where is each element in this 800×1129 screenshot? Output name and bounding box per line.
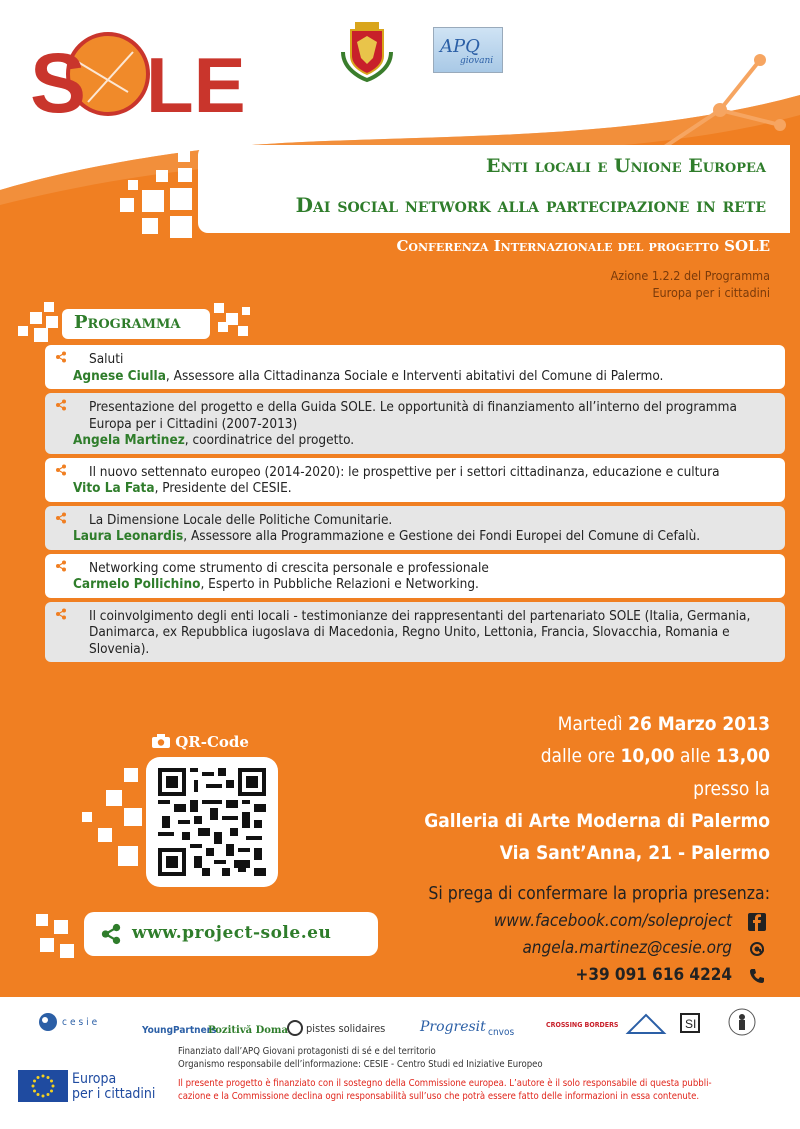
funding-line-2: Organismo responsabile dell’informazione: CESIE - Centro Studi ed Iniziative Europeo: [178, 1059, 543, 1070]
partner-person-logo: [722, 1007, 762, 1037]
agenda-item: [45, 345, 785, 389]
title-box: [198, 145, 790, 233]
partner-pozitiva: Pozitivă Doma: [208, 1025, 288, 1036]
apq-logo-text: APQ: [440, 36, 480, 57]
qr-label: [152, 733, 249, 751]
disclaimer: [178, 1077, 778, 1103]
cesie-logo-icon: [36, 1011, 60, 1033]
partner-pistes: pistes solidaires: [306, 1022, 386, 1035]
time-mid: alle: [674, 745, 716, 767]
agenda-speaker: Laura Leonardis: [73, 528, 184, 544]
agenda-topic: Saluti: [89, 351, 124, 367]
agenda-speaker: Carmelo Pollichino: [73, 576, 201, 592]
share-icon: [55, 512, 67, 524]
conference-subtitle: Conferenza Internazionale del progetto SOLE: [396, 237, 770, 255]
partner-youngpartners: YoungPartners: [142, 1025, 217, 1036]
share-icon: [55, 560, 67, 572]
partner-progresit: Progresit: [420, 1019, 486, 1035]
agenda-topic: Il nuovo settennato europeo (2014-2020): le prospettive per i settori cittadinanza, educazione e cultura: [89, 463, 720, 480]
date-prefix: Martedì: [557, 713, 629, 735]
website-text: www.project-sole.eu: [132, 923, 332, 943]
share-icon: [55, 399, 67, 411]
event-venue: Galleria di Arte Moderna di Palermo: [424, 810, 770, 832]
agenda-item: [45, 554, 785, 598]
qr-label-text: QR-Code: [175, 733, 249, 751]
agenda-item: [45, 458, 785, 502]
event-time: [541, 745, 770, 767]
eu-programme-label: [72, 1072, 155, 1102]
facebook-link[interactable]: www.facebook.com/soleproject: [493, 911, 732, 931]
agenda-item: [45, 506, 785, 550]
svg-text:LE: LE: [146, 41, 246, 129]
azione-line-1: Azione 1.2.2 del Programma: [610, 268, 770, 283]
disclaimer-line-1: Il presente progetto è finanziato con il sostegno della Commissione europea. L’autore è il solo responsabile di questa pubbli-: [178, 1078, 712, 1089]
date-value: 26 Marzo 2013: [628, 713, 770, 735]
agenda-role: , coordinatrice del progetto.: [184, 432, 355, 448]
programme-action: [611, 267, 770, 301]
website-link[interactable]: [84, 912, 378, 956]
funding-info: [178, 1045, 543, 1071]
partner-cesie: cesie: [62, 1017, 101, 1028]
email-icon: [748, 940, 766, 958]
disclaimer-line-2: cazione e la Commissione declina ogni responsabilità sull’uso che potrà essere fatto delle informazioni in essa contenute.: [178, 1091, 700, 1102]
sole-logo: [28, 22, 246, 132]
partner-cnvos: cnvos: [488, 1027, 515, 1038]
agenda-role: , Assessore alla Programmazione e Gestione dei Fondi Europei del Comune di Cefalù.: [183, 528, 701, 544]
footer: [0, 997, 800, 1129]
agenda-topic: La Dimensione Locale delle Politiche Comunitarie.: [89, 511, 393, 528]
programma-badge: [62, 309, 210, 339]
agenda-item: [45, 393, 785, 454]
agenda-speaker: Agnese Ciulla: [73, 367, 166, 384]
programma-label: Programma: [74, 312, 181, 333]
contact-intro: Si prega di confermare la propria presenza:: [428, 884, 770, 904]
funding-line-1: Finanziato dall’APQ Giovani protagonisti di sé e del territorio: [178, 1046, 436, 1057]
agenda-topic: Il coinvolgimento degli enti locali - testimonianze dei rappresentanti del partenariato SOLE (Italia, Germania, Danimarca, ex Repubblica iugoslava di Macedonia, Regno Unito, Lettonia, Francia, Slovacchia, Romania e Slovenia).: [89, 607, 751, 657]
agenda-topic: Presentazione del progetto e della Guida SOLE. Le opportunità di finanziamento all’interno del programma Europa per i Cittadini (2007-2013): [89, 399, 737, 432]
agenda-role: , Presidente del CESIE.: [154, 480, 292, 496]
pistes-logo-icon: [287, 1020, 303, 1036]
eu-flag: [18, 1070, 68, 1102]
palermo-crest: [337, 18, 397, 82]
phone-icon: [748, 967, 766, 985]
partner-logos: [0, 1005, 800, 1039]
partner-triangle-logo: [626, 1013, 666, 1035]
agenda-list: [45, 345, 785, 666]
event-date: [558, 713, 770, 735]
agenda-role: , Assessore alla Cittadinanza Sociale e Interventi abitativi del Comune di Palermo.: [165, 367, 664, 384]
time-end: 13,00: [715, 745, 770, 767]
agenda-speaker: Vito La Fata: [73, 480, 155, 496]
apq-giovani-logo: [433, 27, 503, 73]
agenda-role: , Esperto in Pubbliche Relazioni e Networking.: [200, 576, 479, 592]
share-icon: [55, 351, 67, 363]
facebook-icon: [748, 913, 766, 931]
agenda-speaker: Angela Martinez: [73, 432, 185, 448]
title-line-1: Enti locali e Unione Europea: [486, 155, 766, 177]
partner-crossing-borders: CROSSING BORDERS: [546, 1021, 619, 1029]
apq-logo-sub: giovani: [460, 56, 494, 66]
time-start: 10,00: [620, 745, 675, 767]
azione-line-2: Europa per i cittadini: [652, 285, 770, 300]
event-address: Via Sant’Anna, 21 - Palermo: [499, 842, 770, 864]
qr-code[interactable]: [146, 757, 278, 887]
email-link[interactable]: angela.martinez@cesie.org: [522, 938, 732, 958]
svg-text:S: S: [30, 36, 87, 130]
time-prefix: dalle ore: [540, 745, 621, 767]
camera-icon: [152, 734, 170, 748]
eu-line-1: Europa: [72, 1071, 117, 1087]
agenda-item: [45, 602, 785, 663]
agenda-topic: Networking come strumento di crescita personale e professionale: [89, 559, 489, 576]
partner-si-logo: [680, 1013, 700, 1033]
share-icon: [55, 608, 67, 620]
event-presso: presso la: [693, 778, 770, 800]
title-line-2: Dai social network alla partecipazione in rete: [295, 193, 766, 217]
svg-text:SI: SI: [685, 1017, 697, 1031]
phone-number[interactable]: +39 091 616 4224: [575, 965, 732, 985]
share-icon: [100, 923, 122, 945]
share-icon: [55, 464, 67, 476]
eu-line-2: per i cittadini: [72, 1086, 156, 1102]
